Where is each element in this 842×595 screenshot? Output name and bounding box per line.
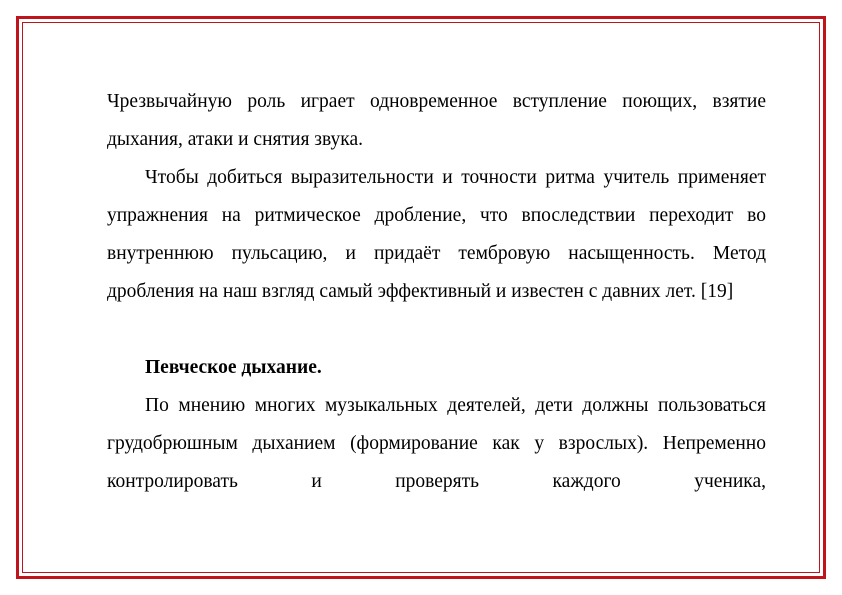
paragraph-rhythm-method: Чтобы добиться выразительности и точности ритма учитель применяет упражнения на ритмическое дробление, что впоследствии переходит во внутреннюю пульсацию, и придаёт тембровую насыщенность. Метод дробления на наш взгляд самый эффективный и известен с давних лет. [19] [107, 167, 766, 302]
paragraph-breathing-type: По мнению многих музыкальных деятелей, дети должны пользоваться грудобрюшным дыханием (формирование как у взрослых). Непременно контролировать и проверять каждого ученика, [107, 395, 766, 492]
document-body [107, 83, 766, 501]
section-heading: Певческое дыхание. [145, 357, 322, 378]
paragraph-breathing-timing: Чрезвычайную роль играет одновременное вступление поющих, взятие дыхания, атаки и снятия звука. [107, 91, 766, 150]
